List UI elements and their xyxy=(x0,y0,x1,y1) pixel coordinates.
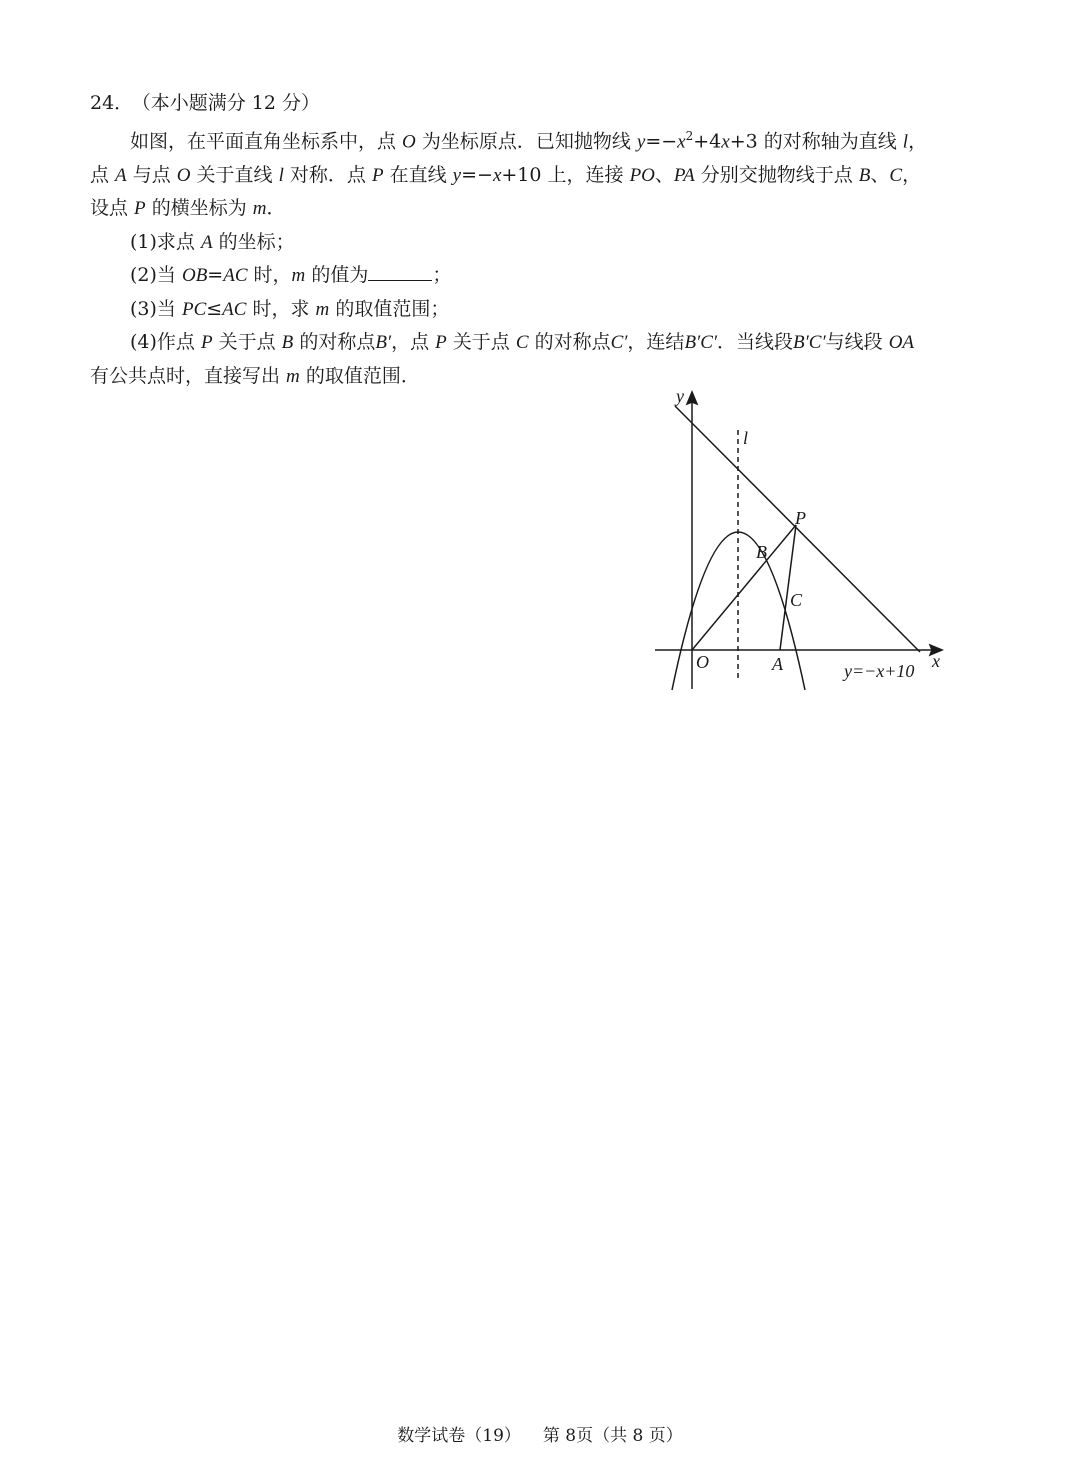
stem-line-2 xyxy=(90,159,1000,193)
question-text: 2 xyxy=(685,129,694,143)
question-text: 的值为 xyxy=(305,264,369,287)
question-text: ， xyxy=(908,130,928,153)
question-text: =− xyxy=(461,163,493,186)
math-variable: P xyxy=(134,198,146,220)
question-text: 的对称点 xyxy=(528,331,611,354)
question-text: ． xyxy=(266,197,286,220)
segment-PA xyxy=(780,525,796,650)
part-4 xyxy=(90,326,1000,360)
fig-label-C: C xyxy=(790,590,803,610)
question-text: 的取值范围； xyxy=(329,297,450,320)
math-variable: P xyxy=(371,164,384,186)
math-variable: PO xyxy=(629,164,655,186)
question-text: 的取值范围． xyxy=(299,364,420,387)
part-2 xyxy=(90,259,1000,293)
y-axis-arrow xyxy=(687,392,697,404)
math-variable: O xyxy=(402,131,416,153)
question-text: ．当线段 xyxy=(717,331,794,354)
math-variable: C′ xyxy=(610,332,628,354)
math-variable: m xyxy=(315,298,330,320)
question-text: 为坐标原点．已知抛物线 xyxy=(415,130,637,153)
question-text: 设点 xyxy=(90,197,135,220)
math-variable: A xyxy=(200,231,213,253)
math-variable: O xyxy=(176,164,191,186)
math-variable: y xyxy=(636,131,646,153)
question-text: ，连结 xyxy=(627,331,685,354)
question-text: 与线段 xyxy=(825,331,889,354)
math-variable: y xyxy=(452,164,462,186)
question-text: 关于直线 xyxy=(190,163,279,186)
question-text: 在直线 xyxy=(383,163,453,186)
math-variable: B′C′ xyxy=(684,332,718,354)
part-1 xyxy=(90,226,1000,260)
fig-label-O: O xyxy=(696,652,709,672)
part-3 xyxy=(90,293,1000,327)
math-variable: B′ xyxy=(375,332,392,354)
stem-line-3 xyxy=(90,192,1000,226)
question-text: +3 xyxy=(729,130,758,153)
fig-label-y: y xyxy=(676,386,684,406)
math-variable: P xyxy=(435,332,447,354)
math-variable: x xyxy=(677,131,686,153)
question-points: （本小题满分 12 分） xyxy=(141,92,320,114)
question-number: 24． xyxy=(90,92,134,114)
math-variable: x xyxy=(492,164,502,186)
question-text: 、 xyxy=(870,163,890,186)
question-text: (4)作点 xyxy=(130,331,201,354)
question-body xyxy=(90,120,1000,393)
footer-exam-title: 数学试卷（19） xyxy=(397,1426,521,1446)
math-variable: PA xyxy=(673,164,695,186)
question-text: 关于点 xyxy=(446,331,516,354)
math-variable: OB xyxy=(181,265,208,287)
question-text: 有公共点时，直接写出 xyxy=(90,364,287,387)
question-text: 如图，在平面直角坐标系中，点 xyxy=(130,130,403,153)
math-variable: x xyxy=(721,131,730,153)
question-text: ， xyxy=(902,163,922,186)
coordinate-figure xyxy=(650,382,950,692)
question-text: +10 xyxy=(501,163,542,186)
math-variable: PC xyxy=(181,298,207,320)
stem-line-1 xyxy=(90,120,1000,159)
math-variable: C xyxy=(515,332,529,354)
fig-label-l: l xyxy=(743,428,749,448)
question-text: 与点 xyxy=(126,163,177,186)
math-variable: B′C′ xyxy=(793,332,826,354)
question-text: +4 xyxy=(693,130,722,153)
line-y-neg-x-plus-10 xyxy=(675,406,920,652)
math-variable: l xyxy=(902,131,909,153)
fig-label-line: y=−x+10 xyxy=(844,661,915,681)
question-text: 时，求 xyxy=(246,297,316,320)
answer-blank[interactable] xyxy=(368,262,432,281)
page-footer xyxy=(0,1421,1080,1446)
question-text: (2)当 xyxy=(130,264,182,287)
question-text: 的横坐标为 xyxy=(145,197,253,220)
math-variable: OA xyxy=(888,332,915,354)
segment-PO xyxy=(692,525,796,650)
fig-label-A: A xyxy=(772,654,783,674)
question-text: 关于点 xyxy=(212,331,282,354)
math-variable: B xyxy=(858,164,871,186)
math-variable: AC xyxy=(222,298,247,320)
question-text: 的对称轴为直线 xyxy=(757,130,903,153)
question-text: =− xyxy=(645,130,678,153)
question-text: (1)求点 xyxy=(130,230,201,253)
footer-page-number: 第 8页（共 8 页） xyxy=(542,1426,683,1446)
question-text: 的对称点 xyxy=(293,331,376,354)
math-variable: m xyxy=(291,265,306,287)
question-text: 、 xyxy=(654,163,674,186)
math-variable: m xyxy=(286,365,300,387)
question-text: ； xyxy=(432,264,452,287)
question-text: 时， xyxy=(247,264,292,287)
question-text: = xyxy=(207,264,224,287)
math-variable: C xyxy=(889,164,903,186)
question-text: (3)当 xyxy=(130,297,182,320)
question-text: 分别交抛物线于点 xyxy=(694,163,859,186)
math-variable: A xyxy=(115,164,127,186)
question-text: 对称．点 xyxy=(283,163,372,186)
math-variable: P xyxy=(200,332,213,354)
question-header xyxy=(90,88,320,115)
fig-label-P: P xyxy=(795,508,806,528)
fig-label-B: B xyxy=(756,542,767,562)
question-text: ，点 xyxy=(391,331,436,354)
math-variable: m xyxy=(252,198,267,220)
question-text: 上，连接 xyxy=(541,163,630,186)
question-text: ≤ xyxy=(206,297,223,320)
question-text: 的坐标； xyxy=(212,230,295,253)
math-variable: AC xyxy=(223,265,248,287)
fig-label-x: x xyxy=(932,651,940,671)
question-text: 点 xyxy=(90,163,116,186)
math-variable: B xyxy=(281,332,294,354)
math-variable: l xyxy=(278,164,284,186)
